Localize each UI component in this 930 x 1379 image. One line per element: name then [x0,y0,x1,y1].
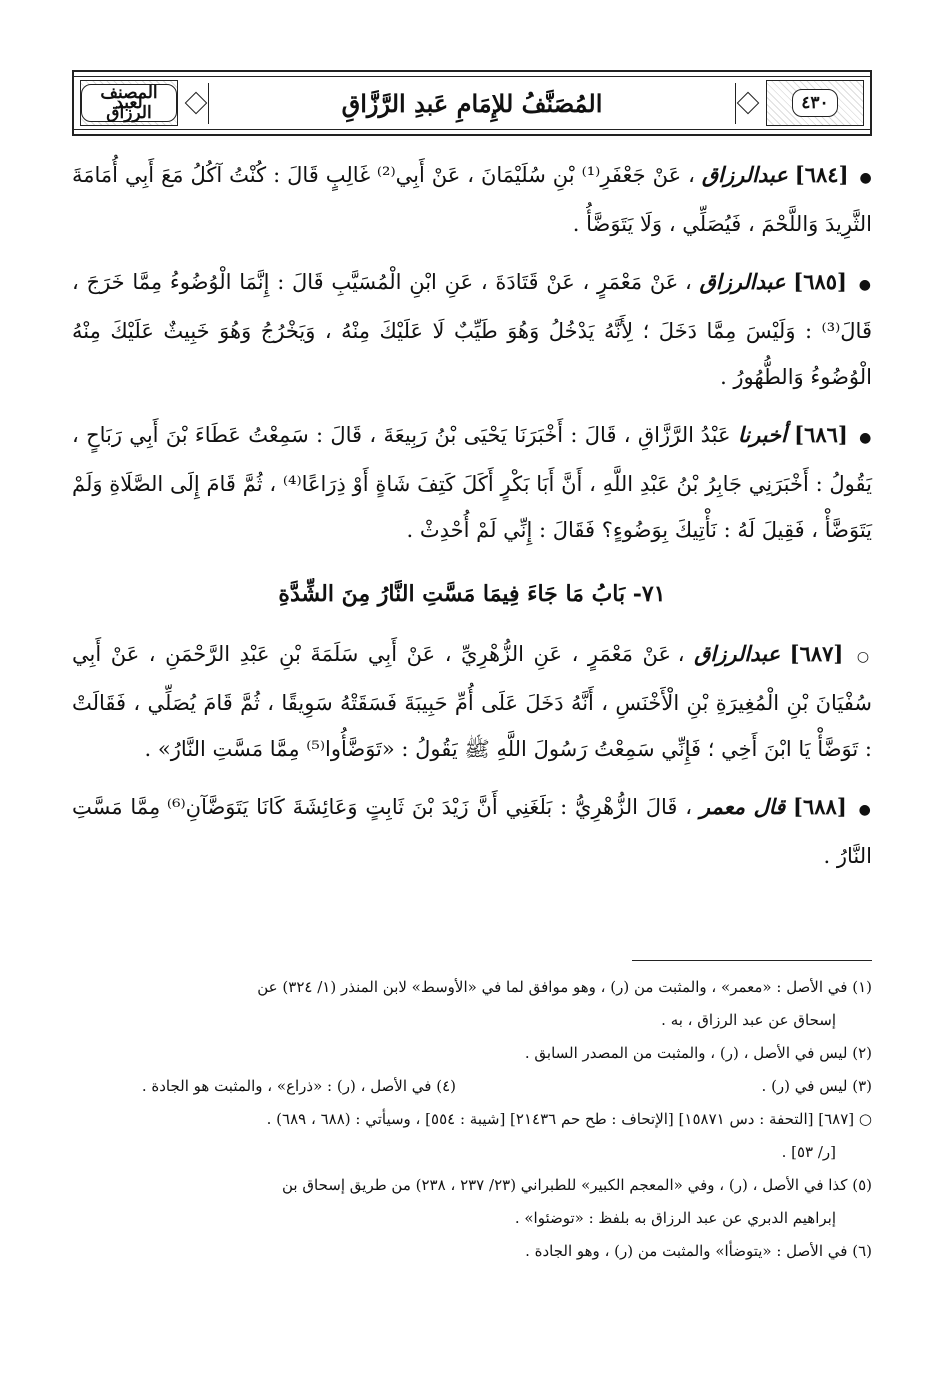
hadith-text: ، قَالَ الزُّهْرِيُّ : بَلَغَنِي أَنَّ زَيْدَ بْنَ ثَابِتٍ وَعَائِشَةَ كَانَا يَتَوَضَّآنِ⁽⁶⁾ مِمَّا مَسَّتِ النَّارُ . [72,795,872,868]
narrator-name: عبدالرزاق [699,269,786,294]
hadith-685 [72,259,872,400]
narrator-name: أخبرنا [737,422,787,447]
bullet-icon: ● [858,277,872,293]
chapter-heading: ٧١- بَابُ مَا جَاءَ فِيمَا مَسَّتِ النَّارُ مِنَ الشِّدَّةِ [278,581,666,607]
main-text [72,152,872,879]
hadith-number: [٦٨٥] [793,269,847,294]
narrator-name: عبدالرزاق [701,162,788,187]
footnote-5: (٥) كذا في الأصل ، (ر) ، وفي «المعجم الكبير» للطبراني (٢٣/ ٢٣٧ ، ٢٣٨) من طريق إسحاق بن [282,1176,872,1194]
bullet-icon: ● [859,430,873,446]
bullet-icon: ● [858,802,872,818]
hadith-687 [72,631,872,772]
takhrij-687-ref: [ر/ ٥٣] . [781,1143,836,1161]
narrator-name: قال معمر [699,794,786,819]
hadith-number: [٦٨٦] [794,422,848,447]
hadith-688 [72,784,872,879]
book-emblem-text: المصنف لعبد الرزاق [81,84,177,122]
hadith-text: ، عَنْ مَعْمَرٍ ، عَنِ الزُّهْرِيِّ ، عَنْ أَبِي سَلَمَةَ بْنِ عَبْدِ الرَّحْمَنِ ، عَنْ أَبِي سُفْيَانَ بْنِ الْمُغِيرَةِ بْنِ الْأَخْنَسِ ، أَنَّهُ دَخَلَ عَلَى أُمِّ حَبِيبَةَ فَسَقَتْهُ سَوِيقًا ، ثُمَّ قَامَ يُصَلِّي ، فَقَالَتْ : تَوَضَّأْ يَا ابْنَ أَخِي ؛ فَإِنِّي سَمِعْتُ رَسُولَ اللَّهِ ﷺ يَقُولُ : «تَوَضَّأُوا⁽⁵⁾ مِمَّا مَسَّتِ النَّارُ» . [72,642,872,761]
footnote-1-cont: إسحاق عن عبد الرزاق ، به . [661,1011,836,1029]
footnote-5-cont: إبراهيم الدبري عن عبد الرزاق به بلفظ : «توضئوا» . [514,1209,836,1227]
book-emblem [80,80,178,126]
page-number: ٤٣٠ [792,89,837,117]
footnote-3-4 [72,1070,872,1103]
hadith-number: [٦٨٧] [789,641,844,666]
hadith-686 [72,412,872,553]
bullet-icon: ○ [856,649,873,665]
footnote-4: (٤) في الأصل ، (ر) : «ذراع» ، والمثبت هو الجادة . [141,1077,456,1095]
takhrij-687: ○ [٦٨٧] [التحفة : دس ١٥٨٧١] [الإتحاف : طح حم ٢١٤٣٦] [شيبة : ٥٥٤] ، وسيأتي : (٦٨٨ ، ٦٨٩) . [266,1110,872,1128]
ornament-diamond-icon [737,92,760,115]
narrator-name: عبدالرزاق [694,641,781,666]
hadith-number: [٦٨٤] [794,162,849,187]
footnotes [72,960,872,1268]
footnote-1: (١) في الأصل : «معمر» ، والمثبت من (ر) ، وهو موافق لما في «الأوسط» لابن المنذر (١/ ٣٢٤) عن [257,978,872,996]
hadith-text: ، عَنْ مَعْمَرٍ ، عَنْ قَتَادَةَ ، عَنِ ابْنِ الْمُسَيَّبِ قَالَ : إِنَّمَا الْوُضُوءُ مِمَّا خَرَجَ ، قَالَ⁽³⁾ : وَلَيْسَ مِمَّا دَخَلَ ؛ لِأَنَّهُ يَدْخُلُ وَهُوَ طَيِّبٌ لَا عَلَيْكَ مِنْهُ ، وَيَخْرُجُ وَهُوَ خَبِيثٌ عَلَيْكَ مِنْهُ الْوُضُوءُ وَالطُّهُورُ . [72,270,872,389]
hadith-684 [72,152,872,247]
page-number-box [766,80,864,126]
hadith-text: عَبْدُ الرَّزَّاقِ ، قَالَ : أَخْبَرَنَا يَحْيَى بْنُ رَبِيعَةَ ، قَالَ : سَمِعْتُ عَطَاءَ بْنَ أَبِي رَبَاحٍ ، يَقُولُ : أَخْبَرَنِي جَابِرُ بْنُ عَبْدِ اللَّهِ ، أَنَّ أَبَا بَكْرٍ أَكَلَ كَتِفَ شَاةٍ أَوْ ذِرَاعًا⁽⁴⁾ ، ثُمَّ قَامَ إِلَى الصَّلَاةِ وَلَمْ يَتَوَضَّأْ ، فَقِيلَ لَهُ : نَأْتِيكَ بِوَضُوءٍ؟ فَقَالَ : إِنِّي لَمْ أُحْدِثْ . [72,423,872,542]
hadith-text: ، عَنْ جَعْفَرِ⁽¹⁾ بْنِ سُلَيْمَانَ ، عَنْ أَبِي⁽²⁾ غَالِبٍ قَالَ : كُنْتُ آكُلُ مَعَ أَبِي أُمَامَةَ الثَّرِيدَ وَاللَّحْمَ ، فَيُصَلِّي ، وَلَا يَتَوَضَّأُ . [72,163,872,236]
page [72,70,872,891]
footnote-2: (٢) ليس في الأصل ، (ر) ، والمثبت من المصدر السابق . [524,1044,872,1062]
running-title: المُصَنَّفُ للإِمَامِ عَبدِ الرَّزَّاقِ [208,83,736,124]
ornament-diamond-icon [185,92,208,115]
footnote-6: (٦) في الأصل : «يتوضأا» والمثبت من (ر) ، وهو الجادة . [525,1242,872,1260]
bullet-icon: ● [859,170,872,186]
hadith-number: [٦٨٨] [793,794,847,819]
footnote-3: (٣) ليس في (ر) . [761,1077,872,1095]
footnote-divider [632,960,872,961]
page-header [72,70,872,136]
